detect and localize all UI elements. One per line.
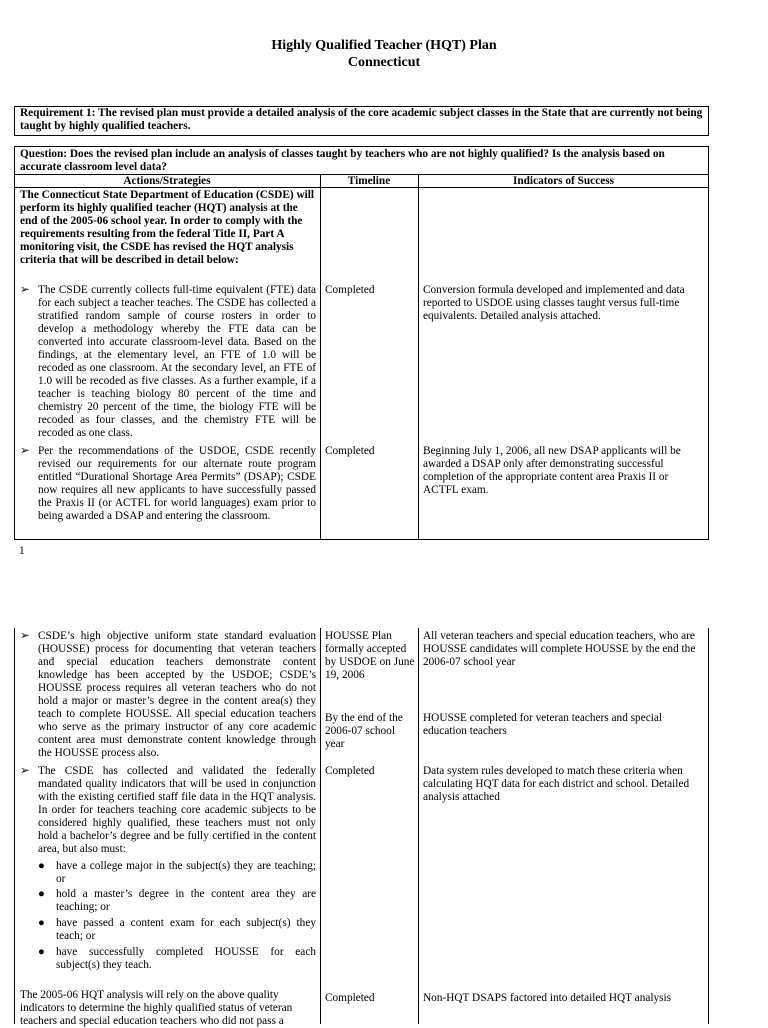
page-number: 1 [19, 545, 25, 557]
timeline-cell: Completed [325, 765, 375, 777]
strategy-item-text: The CSDE has collected and validated the federally mandated quality indicators that will be used in conjunction with the existing certified staff file data in the HQT analysis. In order for teachers teaching core academic subjects to be considered highly qualified, these teachers must not only hold a bachelor’s degree and be fully certified in the content area, but also must: [38, 765, 316, 855]
question-text: Question: Does the revised plan include an analysis of classes taught by teachers who are not highly qualified? Is the analysis based on accurate classroom level data? [20, 148, 665, 173]
indicator-cell: Data system rules developed to match these criteria when calculating HQT data for each district and school. Detailed analysis attached [423, 765, 690, 803]
column-header-indicators: Indicators of Success [512, 175, 615, 187]
list-item: ● have passed a content exam for each subject(s) they teach; or [38, 917, 316, 942]
column-header-timeline: Timeline [347, 175, 391, 187]
requirement-text: Requirement 1: The revised plan must provide a detailed analysis of the core academic subject classes in the State that are currently not being taught by highly qualified teachers. [20, 107, 703, 132]
timeline-cell: HOUSSE Plan formally accepted by USDOE on June 19, 2006 [325, 630, 415, 681]
indicator-cell: Conversion formula developed and implemented and data reported to USDOE using classes taught versus full-time equivalents. Detailed analysis attached. [423, 284, 685, 322]
indicator-cell: Non-HQT DSAPS factored into detailed HQT analysis [423, 992, 672, 1004]
indicator-cell: Beginning July 1, 2006, all new DSAP applicants will be awarded a DSAP only after demonstrating successful completion of the appropriate content area Praxis II or ACTFL exam. [423, 445, 681, 496]
arrow-bullet-icon: ➢ [20, 445, 30, 457]
arrow-bullet-icon: ➢ [20, 765, 30, 777]
timeline-cell: By the end of the 2006-07 school year [325, 712, 403, 750]
timeline-cell: Completed [325, 445, 375, 457]
strategy-item-text: Per the recommendations of the USDOE, CSDE recently revised our requirements for our alternate route program entitled “Durational Shortage Area Permits” (DSAP); CSDE now requires all new applicants to have successfully passed the Praxis II (or ACTFL for world languages) exam prior to being awarded a DSAP and entering the classroom. [38, 445, 316, 522]
arrow-bullet-icon: ➢ [20, 284, 30, 296]
strategy-paragraph: The 2005-06 HQT analysis will rely on the above quality indicators to determine the highly qualified status of veteran teachers and special education teachers who did not pass a [20, 989, 293, 1027]
strategy-item-text: The CSDE currently collects full-time equivalent (FTE) data for each subject a teacher teaches. The CSDE has collected a stratified random sample of course rosters in order to develop a methodology whereby the FTE data can be converted into accurate classroom-level data. Based on the findings, at the elementary level, an FTE of 1.0 will be recoded as one classroom. At the secondary level, an FTE of 1.0 will be recoded as five classes. As a further example, if a teacher is teaching biology 80 percent of the time and chemistry 20 percent of the time, the biology FTE will be recoded as four classes, and the chemistry FTE will be recoded as one class. [38, 284, 316, 439]
column-header-actions: Actions/Strategies [123, 175, 211, 187]
timeline-cell: Completed [325, 992, 375, 1004]
table-right-border [708, 628, 709, 1024]
strategy-item [20, 284, 316, 440]
page-subtitle: Connecticut [347, 55, 421, 70]
timeline-cell: Completed [325, 284, 375, 296]
strategy-item-text: CSDE’s high objective uniform state standard evaluation (HOUSSE) process for documenting that veteran teachers and special education teachers demonstrate content knowledge has been accepted by the USDOE; CSDE’s HOUSSE process requires all veteran teachers who do not hold a major or master’s degree in the content area(s) they teach to complete HOUSSE. All special education teachers who serve as the primary instructor of any core academic content area must demonstrate content knowledge through the HOUSSE process also. [38, 630, 316, 759]
list-item: ● hold a master’s degree in the content area they are teaching; or [38, 888, 316, 913]
indicator-cell: HOUSSE completed for veteran teachers and special education teachers [423, 712, 663, 737]
intro-strategy-text: The Connecticut State Department of Education (CSDE) will perform its highly qualified teacher (HQT) analysis at the end of the 2005-06 school year. In order to comply with the requirements resulting from the federal Title II, Part A monitoring visit, the CSDE has revised the HQT analysis criteria that will be described in detail below: [20, 189, 315, 266]
table-left-border [14, 628, 15, 1024]
dot-bullet-icon: ● [38, 888, 45, 900]
dot-bullet-icon: ● [38, 917, 45, 929]
strategy-item [20, 445, 316, 523]
dot-bullet-icon: ● [38, 860, 45, 872]
list-item: ● have a college major in the subject(s) they are teaching; or [38, 860, 316, 885]
page-title: Highly Qualified Teacher (HQT) Plan [271, 38, 497, 53]
dot-bullet-icon: ● [38, 946, 45, 958]
arrow-bullet-icon: ➢ [20, 630, 30, 642]
strategy-item [20, 765, 316, 856]
indicator-cell: All veteran teachers and special education teachers, who are HOUSSE candidates will complete HOUSSE by the end the 2006-07 school year [423, 630, 696, 668]
strategy-item [20, 630, 316, 760]
list-item: ● have successfully completed HOUSSE for each subject(s) they teach. [38, 946, 316, 971]
